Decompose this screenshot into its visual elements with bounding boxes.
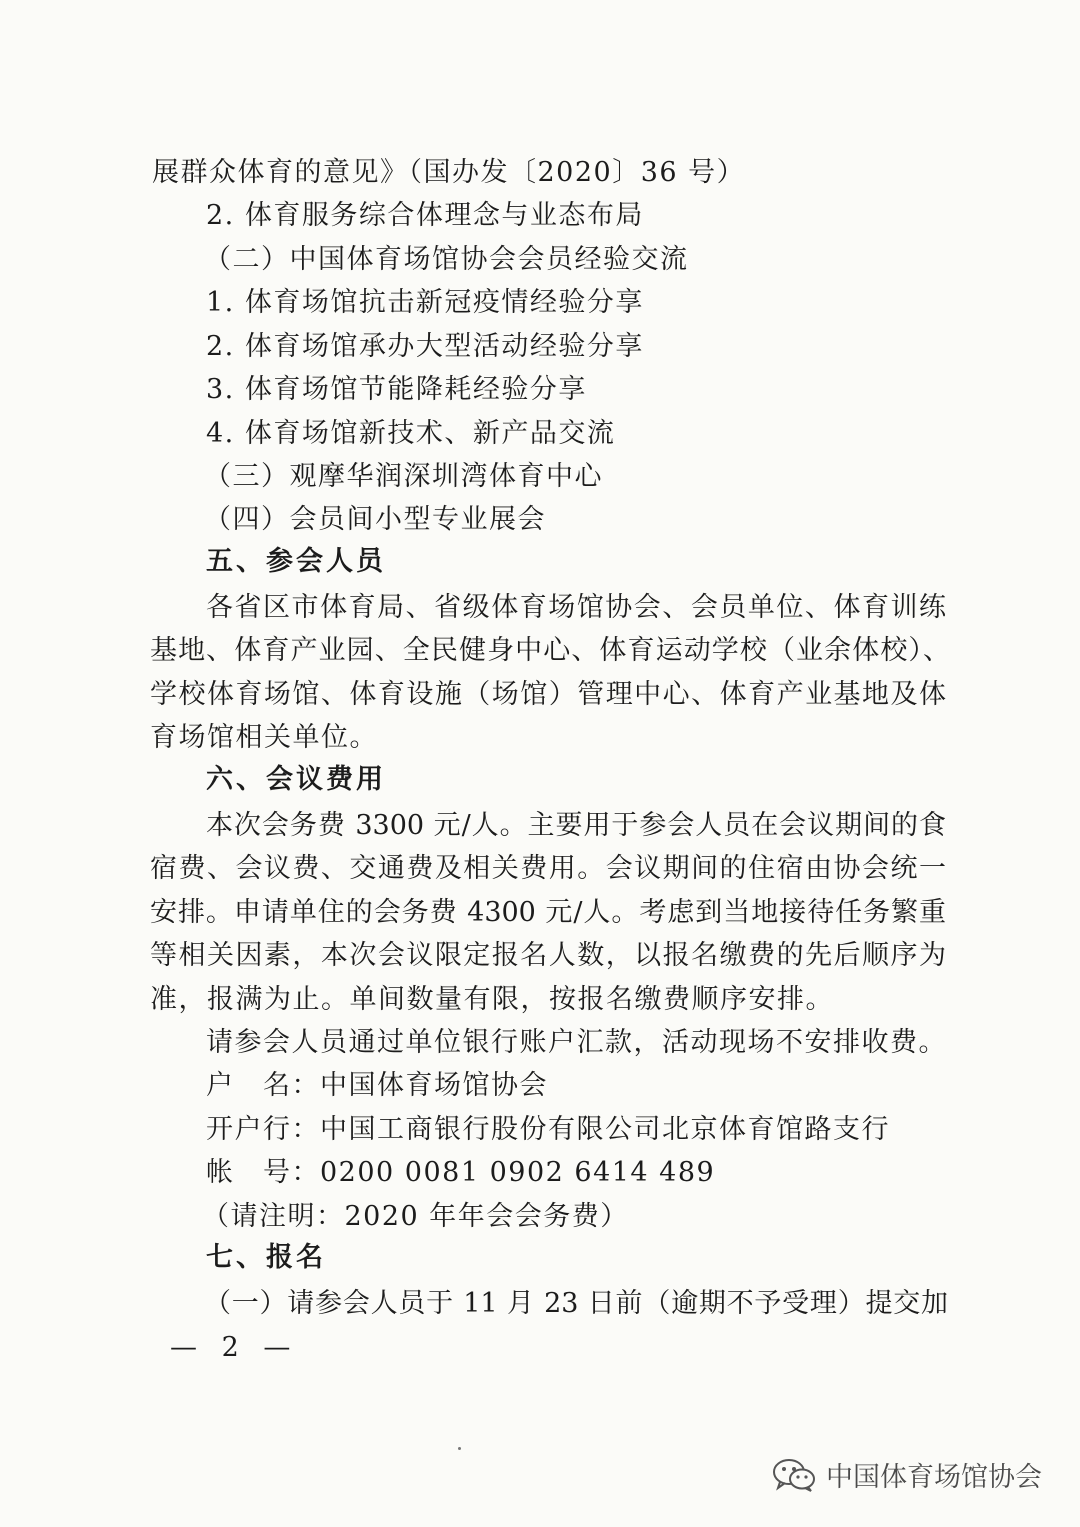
list-item: 3. 体育场馆节能降耗经验分享	[206, 374, 587, 405]
page-number: — 2 —	[170, 1332, 299, 1363]
subsection-heading: （二）中国体育场馆协会会员经验交流	[204, 244, 689, 275]
list-item: 2. 体育场馆承办大型活动经验分享	[206, 331, 644, 362]
paragraph-line: 等相关因素，本次会议限定报名人数，以报名缴费的先后顺序为	[150, 940, 946, 971]
paragraph-line: 育场馆相关单位。	[150, 722, 378, 753]
paragraph-line: 安排。申请单住的会务费 4300 元/人。考虑到当地接待任务繁重	[150, 897, 946, 928]
list-item: 1. 体育场馆抗击新冠疫情经验分享	[206, 287, 644, 318]
paragraph-line: （一）请参会人员于 11 月 23 日前（逾期不予受理）提交加	[204, 1288, 948, 1319]
paragraph-line: 准，报满为止。单间数量有限，按报名缴费顺序安排。	[150, 984, 834, 1015]
paragraph-line: 请参会人员通过单位银行账户汇款，活动现场不安排收费。	[206, 1027, 947, 1058]
list-item: 4. 体育场馆新技术、新产品交流	[206, 418, 616, 449]
watermark-text: 中国体育场馆协会	[826, 1462, 1042, 1493]
paragraph-line: 学校体育场馆、体育设施（场馆）管理中心、体育产业基地及体	[150, 679, 946, 710]
subsection-heading: （三）观摩华润深圳湾体育中心	[204, 461, 603, 492]
account-name: 户 名：中国体育场馆协会	[206, 1070, 548, 1101]
bank-name: 开户行：中国工商银行股份有限公司北京体育馆路支行	[206, 1114, 890, 1145]
list-item: 2. 体育服务综合体理念与业态布局	[206, 200, 644, 231]
account-number: 帐 号：0200 0081 0902 6414 489	[206, 1157, 716, 1188]
wechat-icon	[772, 1458, 816, 1492]
paragraph-line: 宿费、会议费、交通费及相关费用。会议期间的住宿由协会统一	[150, 853, 946, 884]
section-heading: 七、报名	[206, 1242, 326, 1273]
section-heading: 六、会议费用	[206, 764, 386, 795]
subsection-heading: （四）会员间小型专业展会	[204, 504, 546, 535]
paragraph-line: 各省区市体育局、省级体育场馆协会、会员单位、体育训练	[206, 592, 946, 623]
remittance-note: （请注明：2020 年年会会务费）	[202, 1201, 629, 1232]
section-heading: 五、参会人员	[206, 546, 386, 577]
paragraph-line: 本次会务费 3300 元/人。主要用于参会人员在会议期间的食	[206, 810, 946, 841]
scan-speck	[458, 1447, 461, 1450]
paragraph-line: 基地、体育产业园、全民健身中心、体育运动学校（业余体校）、	[150, 635, 950, 666]
watermark	[772, 1455, 1042, 1494]
text-line: 展群众体育的意见》（国办发〔2020〕36 号）	[152, 157, 746, 188]
